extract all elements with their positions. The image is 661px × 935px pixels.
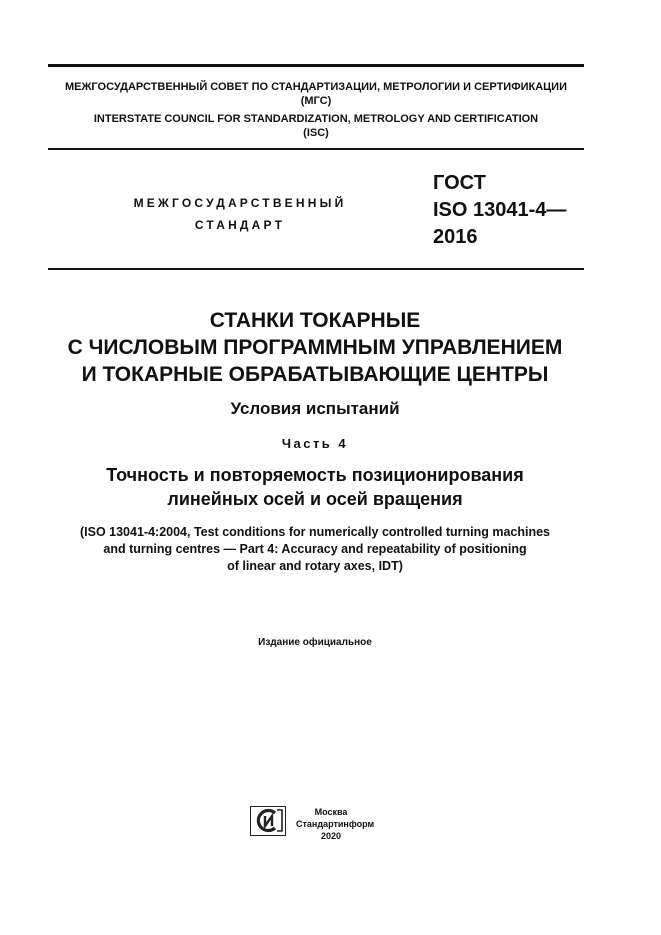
designation-line1: ГОСТ — [433, 172, 486, 194]
publisher-city: Москва — [314, 807, 348, 817]
iso-reference — [0, 524, 630, 575]
iso-reference-line3: of linear and rotary axes, IDT) — [227, 559, 403, 573]
publisher-name: Стандартинформ — [296, 819, 375, 829]
designation-line2: ISO 13041-4— — [433, 199, 567, 221]
title-line3: И ТОКАРНЫЕ ОБРАБАТЫВАЮЩИЕ ЦЕНТРЫ — [81, 363, 549, 386]
council-name-ru — [48, 80, 584, 108]
standartinform-logo-icon — [250, 806, 286, 836]
standard-designation — [433, 170, 566, 251]
title-line1: СТАНКИ ТОКАРНЫЕ — [209, 309, 421, 332]
part-title-line1: Точность и повторяемость позиционирования — [106, 465, 524, 485]
title-line2: С ЧИСЛОВЫМ ПРОГРАММНЫМ УПРАВЛЕНИЕМ — [67, 336, 563, 359]
council-en-abbr: (ISC) — [303, 127, 329, 139]
part-label: Часть 4 — [281, 436, 349, 451]
council-ru-abbr: (МГС) — [300, 95, 332, 107]
top-rule — [48, 64, 584, 67]
title-rule — [48, 268, 584, 270]
standard-type-line1: МЕЖГОСУДАРСТВЕННЫЙ — [133, 196, 347, 210]
document-title — [0, 307, 630, 388]
standard-type — [100, 192, 380, 236]
council-name-en — [48, 112, 584, 140]
iso-reference-line2: and turning centres — Part 4: Accuracy and repeatability of positioning — [103, 542, 527, 556]
council-en-line1: INTERSTATE COUNCIL FOR STANDARDIZATION, METROLOGY AND CERTIFICATION — [93, 113, 539, 125]
document-subtitle: Условия испытаний — [230, 399, 400, 418]
designation-line3: 2016 — [433, 226, 478, 248]
part-title — [0, 463, 630, 511]
publisher-year: 2020 — [320, 831, 342, 841]
header-rule — [48, 148, 584, 150]
edition-note: Издание официальное — [258, 637, 372, 648]
iso-reference-line1: (ISO 13041-4:2004, Test conditions for numerically controlled turning machines — [79, 525, 551, 539]
council-ru-line1: МЕЖГОСУДАРСТВЕННЫЙ СОВЕТ ПО СТАНДАРТИЗАЦИИ, МЕТРОЛОГИИ И СЕРТИФИКАЦИИ — [64, 81, 567, 93]
standard-type-line2: СТАНДАРТ — [194, 218, 286, 232]
part-title-line2: линейных осей и осей вращения — [167, 489, 463, 509]
publisher-info — [296, 806, 375, 842]
